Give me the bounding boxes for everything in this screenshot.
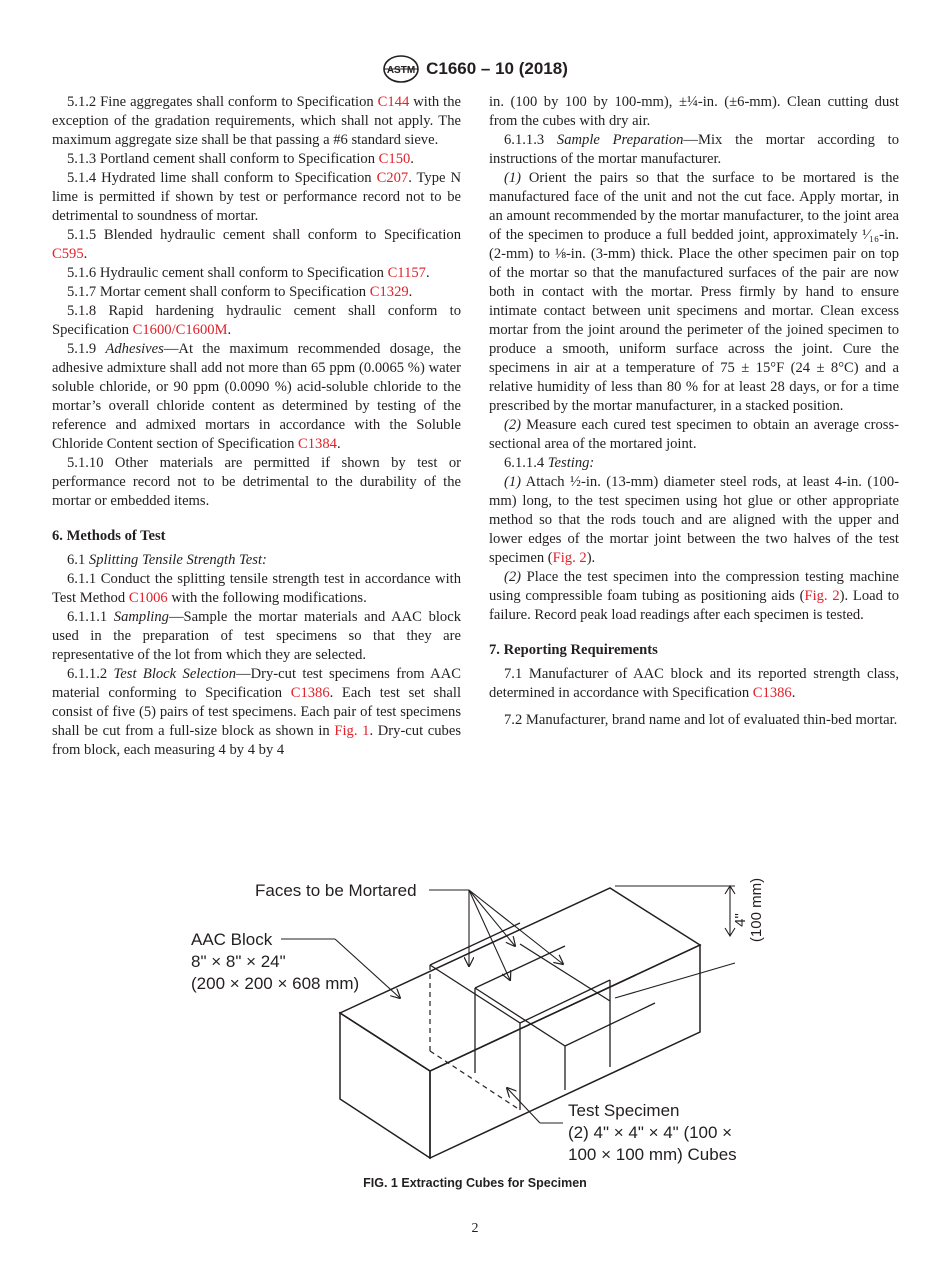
dimension-label-inches: 4"	[732, 913, 749, 927]
para-6-1-1-1: 6.1.1.1 Sampling—Sample the mortar materials and AAC block used in the preparation of test specimens so that they are representative of the lot from which they are selected.	[52, 609, 461, 663]
page-header	[0, 54, 950, 84]
specimen-label-line-1: Test Specimen	[568, 1101, 680, 1120]
figure-1-drawing	[185, 858, 775, 1168]
link-c595[interactable]: C595	[52, 246, 84, 262]
para-continuation: in. (100 by 100 by 100-mm), ±¼-in. (±6-mm). Clean cutting dust from the cubes with dry air.	[489, 94, 899, 129]
astm-logo-icon	[382, 54, 420, 84]
link-fig-2-second[interactable]: Fig. 2	[804, 588, 840, 604]
para-5-1-5: 5.1.5 Blended hydraulic cement shall conform to Specification C595.	[52, 227, 461, 262]
para-6-1-1: 6.1.1 Conduct the splitting tensile strength test in accordance with Test Method C1006 with the following modifications.	[52, 571, 461, 606]
link-c1157[interactable]: C1157	[387, 265, 426, 281]
left-column	[52, 93, 461, 760]
link-c144[interactable]: C144	[377, 94, 410, 110]
link-c1006[interactable]: C1006	[128, 590, 168, 606]
para-5-1-2: 5.1.2 Fine aggregates shall conform to Specification C144 with the exception of the gradation requirements, which shall not apply. The maximum aggregate size shall be that passing a #6 standard sieve.	[52, 94, 461, 148]
section-7-heading: 7. Reporting Requirements	[489, 642, 658, 658]
link-c1600[interactable]: C1600/C1600M	[132, 322, 228, 338]
figure-1-caption: FIG. 1 Extracting Cubes for Specimen	[363, 1176, 587, 1190]
block-label-line-3: (200 × 200 × 608 mm)	[191, 974, 360, 993]
para-5-1-7: 5.1.7 Mortar cement shall conform to Specification C1329.	[67, 284, 413, 300]
svg-text:ASTM: ASTM	[386, 65, 416, 76]
para-5-1-8: 5.1.8 Rapid hardening hydraulic cement shall conform to Specification C1600/C1600M.	[52, 303, 461, 338]
faces-label: Faces to be Mortared	[255, 881, 417, 900]
right-column	[489, 93, 899, 730]
link-c1386-second[interactable]: C1386	[752, 685, 792, 701]
link-fig-1[interactable]: Fig. 1	[334, 723, 370, 739]
para-5-1-3: 5.1.3 Portland cement shall conform to Specification C150.	[67, 151, 414, 167]
para-6-1-1-3: 6.1.1.3 Sample Preparation—Mix the mortar according to instructions of the mortar manufacturer.	[489, 132, 899, 167]
section-6-heading: 6. Methods of Test	[52, 528, 166, 544]
para-5-1-4: 5.1.4 Hydrated lime shall conform to Specification C207. Type N lime is permitted if shown by test or performance record not to be detrimental to soundness of mortar.	[52, 170, 462, 224]
block-label-line-1: AAC Block	[191, 930, 273, 949]
link-c1329[interactable]: C1329	[369, 284, 409, 300]
para-6-1: 6.1 Splitting Tensile Strength Test:	[67, 552, 267, 568]
link-c1384[interactable]: C1384	[298, 436, 337, 452]
para-6-1-1-2: 6.1.1.2 Test Block Selection—Dry-cut test specimens from AAC material conforming to Specification C1386. Each test set shall consist of five (5) pairs of test specimens. Each pair of test specimens shall be cut from a full-size block as shown in Fig. 1. Dry-cut cubes from block, each measuring 4 by 4 by 4	[52, 666, 462, 758]
specimen-label-line-2: (2) 4" × 4" × 4" (100 ×	[568, 1123, 733, 1142]
para-5-1-10: 5.1.10 Other materials are permitted if shown by test or performance record not to be detrimental to the durability of the mortar or embedded items.	[52, 455, 461, 509]
para-7-2: 7.2 Manufacturer, brand name and lot of evaluated thin-bed mortar.	[504, 712, 898, 728]
para-7-1: 7.1 Manufacturer of AAC block and its reported strength class, determined in accordance with Specification C1386.	[489, 666, 899, 701]
figure-1	[185, 858, 775, 1168]
para-6-1-1-4-2: (2) Place the test specimen into the compression testing machine using compressible foam tubing as positioning aids (Fig. 2). Load to failure. Record peak load readings after each specimen is tested.	[489, 569, 900, 623]
block-label-line-2: 8" × 8" × 24"	[191, 952, 286, 971]
dimension-label-mm: (100 mm)	[748, 877, 765, 943]
para-6-1-1-4-1: (1) Attach ½-in. (13-mm) diameter steel rods, at least 4-in. (100-mm) long, to the test specimen using hot glue or other appropriate method so that the rods touch and are aligned with the upper and lower edges of the mortar joint between the two halves of the test specimen (Fig. 2).	[489, 474, 899, 566]
document-designation: C1660 – 10 (2018)	[426, 59, 568, 78]
specimen-cut-lines	[430, 923, 655, 1110]
link-c207[interactable]: C207	[376, 170, 409, 186]
page-number: 2	[471, 1221, 479, 1236]
faces-leader-arrows	[429, 890, 563, 980]
link-c150[interactable]: C150	[378, 151, 411, 167]
para-5-1-6: 5.1.6 Hydraulic cement shall conform to Specification C1157.	[67, 265, 430, 281]
para-6-1-1-3-2: (2) Measure each cured test specimen to obtain an average cross-sectional area of the mortared joint.	[489, 417, 899, 452]
para-6-1-1-4: 6.1.1.4 Testing:	[504, 455, 595, 471]
specimen-label-line-3: 100 × 100 mm) Cubes	[568, 1145, 737, 1164]
para-5-1-9: 5.1.9 Adhesives—At the maximum recommended dosage, the adhesive admixture shall add not more than 65 ppm (0.0065 %) water soluble chloride, or 90 ppm (0.0090 %) acid-soluble chloride to the mortar’s overall chloride content as determined by testing of the reference and admixed mortars in accordance with the Soluble Chloride Content section of Specification C1384.	[52, 341, 461, 452]
link-fig-2[interactable]: Fig. 2	[552, 550, 587, 566]
para-6-1-1-3-1: (1) Orient the pairs so that the surface to be mortared is the manufactured face of the unit and not the cut face. Apply mortar, in an amount recommended by the mortar manufacturer, to the joint area of the specimen to produce a full bedded joint, approximately ¹⁄₁₆-in. (2-mm) to ⅛-in. (3-mm) thick. Place the other specimen pair on top of the mortar so that the manufactured surfaces of the pair are now both in contact with the mortar. Press firmly by hand to ensure intimate contact between unit specimens and mortar. Clean excess mortar from the joint around the perimeter of the joined specimen to produce a smooth, uniform surface across the joint. Cure the specimens in air at a temperature of 75 ± 15°F (24 ± 8°C) and a relative humidity of less than 80 % for at least 28 days, or for a time prescribed by the mortar manufacturer, in a stacked position.	[489, 170, 899, 414]
link-c1386[interactable]: C1386	[290, 685, 330, 701]
